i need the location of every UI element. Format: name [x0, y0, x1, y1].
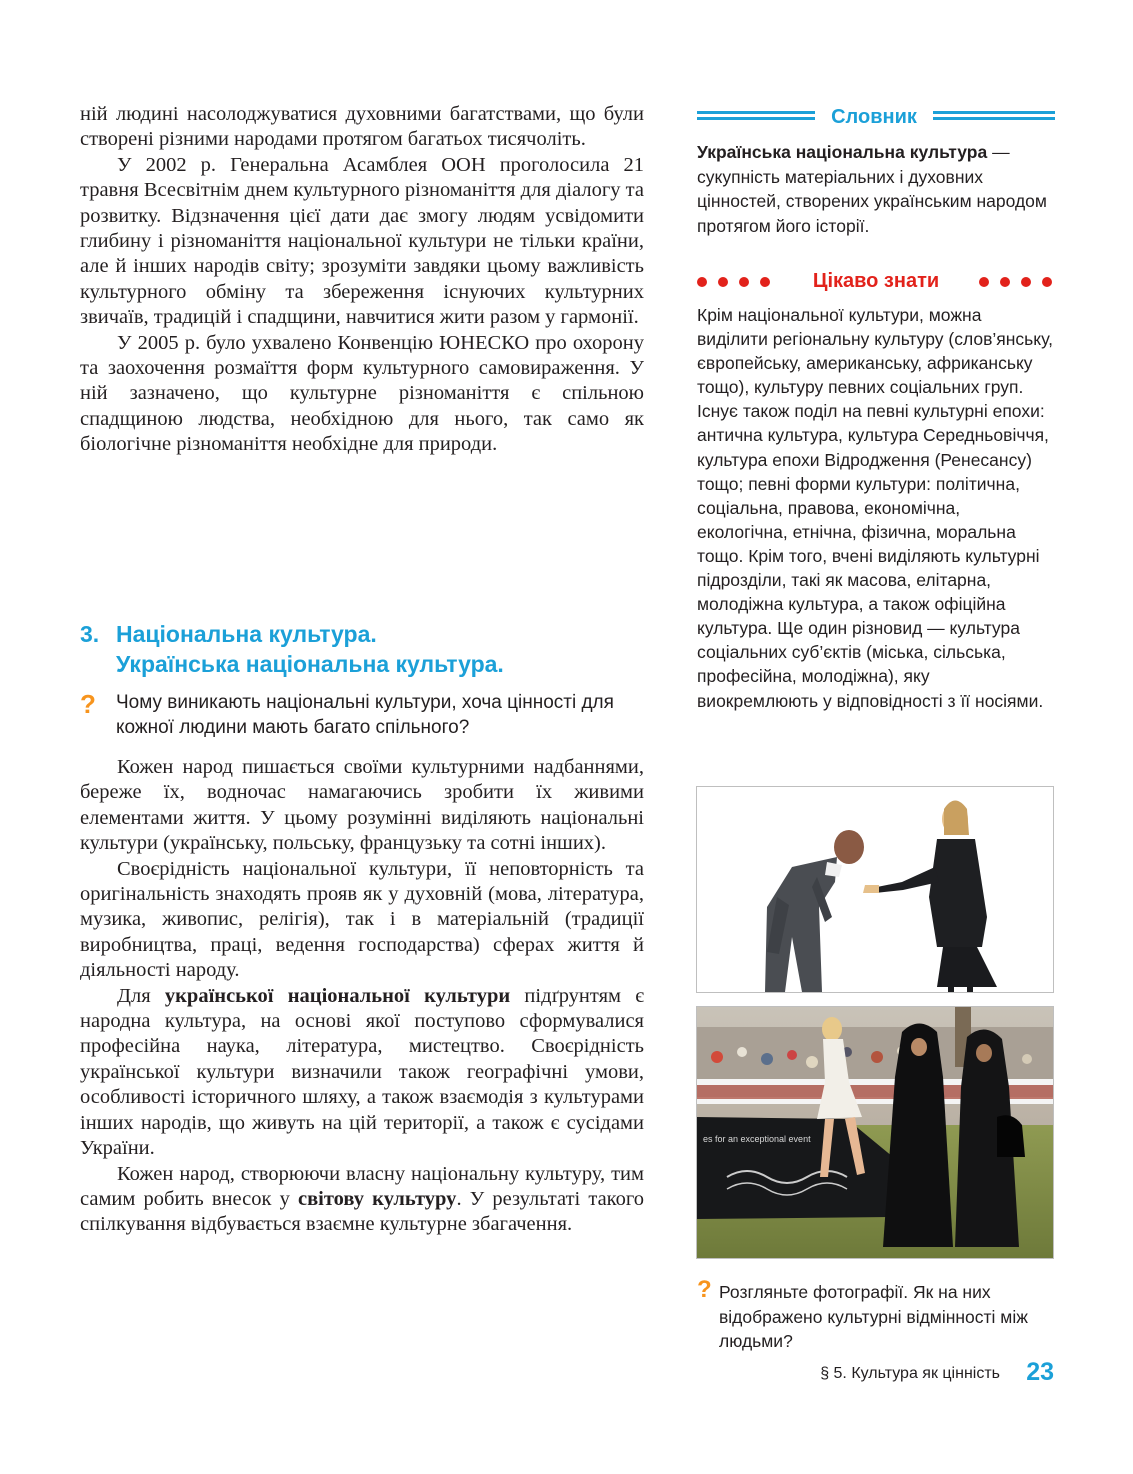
- photo-cultural-contrast: [696, 1006, 1054, 1259]
- paragraph: Своєрідність національної культури, її неповторність та оригінальність знаходять прояв як у духовній (мова, література, музика, живопис, релігія), так і в матеріальній (традиції виробництва, праці, ведення господарства) сферах життя й діяльності народу.: [80, 857, 644, 982]
- glossary-definition: — сукупність матеріальних і духовних цінностей, створених українським народом протягом його історії.: [697, 142, 1047, 236]
- dots-decoration: [979, 277, 1052, 287]
- paragraph: У 2005 р. було ухвалено Конвенцію ЮНЕСКО про охорону та заохочення розмаїття форм культурного самовираження. У ній зазначено, що культурне різноманіття є спільною спадщиною людства, необхідною для нього, так само як біологічне різноманіття необхідне для природи.: [80, 331, 644, 456]
- fact-title: Цікаво знати: [812, 270, 940, 292]
- paragraph: У 2002 р. Генеральна Асамблея ООН проголосила 21 травня Всесвітнім днем культурного різноманіття для діалогу та розвитку. Відзначення цієї дати дає змогу людям усвідомити глибину і різноманіття національної культури не тільки країни, але й інших народів світу; зрозуміти завдяки цьому важливість культурного обміну та збереження існуючих культурних звичаїв, традицій і спадщини, навчитися жити разом у гармонії.: [80, 153, 644, 329]
- main-text-top: [80, 102, 644, 458]
- section-title-line1: Національна культура.: [116, 621, 377, 647]
- question-icon: ?: [697, 1276, 712, 1303]
- glossary-header: [697, 105, 1055, 129]
- question-icon: ?: [80, 689, 96, 719]
- footer-section-title: § 5. Культура як цінність: [820, 1365, 1000, 1382]
- paragraph: ній людині насолоджуватися духовними багатствами, що були створені різними народами протягом багатьох тисячоліть.: [80, 103, 644, 151]
- main-text-bottom: [80, 755, 644, 1238]
- page-footer: [0, 1358, 1133, 1388]
- dots-decoration: [697, 277, 770, 287]
- bold-term: світову культуру: [298, 1187, 457, 1210]
- page-number: 23: [1026, 1358, 1054, 1386]
- text-span: Для: [117, 984, 165, 1007]
- banner-text: es for an exceptional event: [703, 1134, 811, 1144]
- paragraph: [80, 1162, 644, 1238]
- photo-greeting: [696, 786, 1054, 993]
- text-span: Кожен народ, створюючи власну національну культуру, тим самим робить внесок у: [80, 1162, 644, 1210]
- photo-question-block: [697, 1276, 1055, 1354]
- fact-text: Крім національної культури, можна виділити регіональну культуру (слов’янську, європейську, американську, африканську тощо), культуру певних соціальних груп. Існує також поділ на певні культурні епохи: антична культура, культура Середньовіччя, культура епохи Відродження (Ренесансу) тощо; певні форми культури: політична, соціальна, правова, економічна, екологічна, етнічна, фізична, моральна тощо. Крім того, вчені виділяють культурні підрозділи, такі як масова, елітарна, молодіжна культура, а також офіційна культура. Ще один різновид — культура соціальних суб’єктів (міська, сільська, професійна, молодіжна), яку виокремлюють у відповідності з її носіями.: [697, 305, 1053, 711]
- glossary-entry: [697, 140, 1055, 238]
- question-block: [80, 690, 644, 740]
- section-heading: [80, 619, 644, 679]
- section-number: 3.: [80, 621, 100, 647]
- cultural-contrast-illustration: [697, 1007, 1053, 1258]
- question-text: Чому виникають національні культури, хоча цінності для кожної людини мають багато спільного?: [116, 692, 614, 738]
- paragraph: [80, 984, 644, 1162]
- section-title-line2: Українська національна культура.: [116, 651, 504, 677]
- greeting-illustration: [697, 787, 1053, 992]
- divider-lines: [697, 111, 815, 123]
- divider-lines: [933, 111, 1055, 123]
- text-span: підґрунтям є народна культура, на основі якої поступово сформувалися професійна наука, література, мистецтво. Своєрідність української культури визначили також географічні умови, особливості історичного шляху, а також взаємодія з культурами інших народів, що живуть на цій території, а також є сусідами України.: [80, 984, 644, 1160]
- photo-question-text: Розгляньте фотографії. Як на них відображено культурні відмінності між людьми?: [719, 1282, 1028, 1351]
- fact-header: [697, 268, 1055, 294]
- bold-term: української національної культури: [164, 984, 511, 1007]
- glossary-term: Українська національна культура: [697, 142, 988, 162]
- text-span: . У результаті такого спілкування відбувається взаємне культурне збагачення.: [80, 1187, 644, 1236]
- glossary-title: Словник: [831, 106, 917, 128]
- paragraph: Кожен народ пишається своїми культурними надбаннями, береже їх, водночас намагаючись зробити їх живими елементами життя. У цьому розумінні виділяють національні культури (українську, польську, французьку та сотні інших).: [80, 756, 644, 855]
